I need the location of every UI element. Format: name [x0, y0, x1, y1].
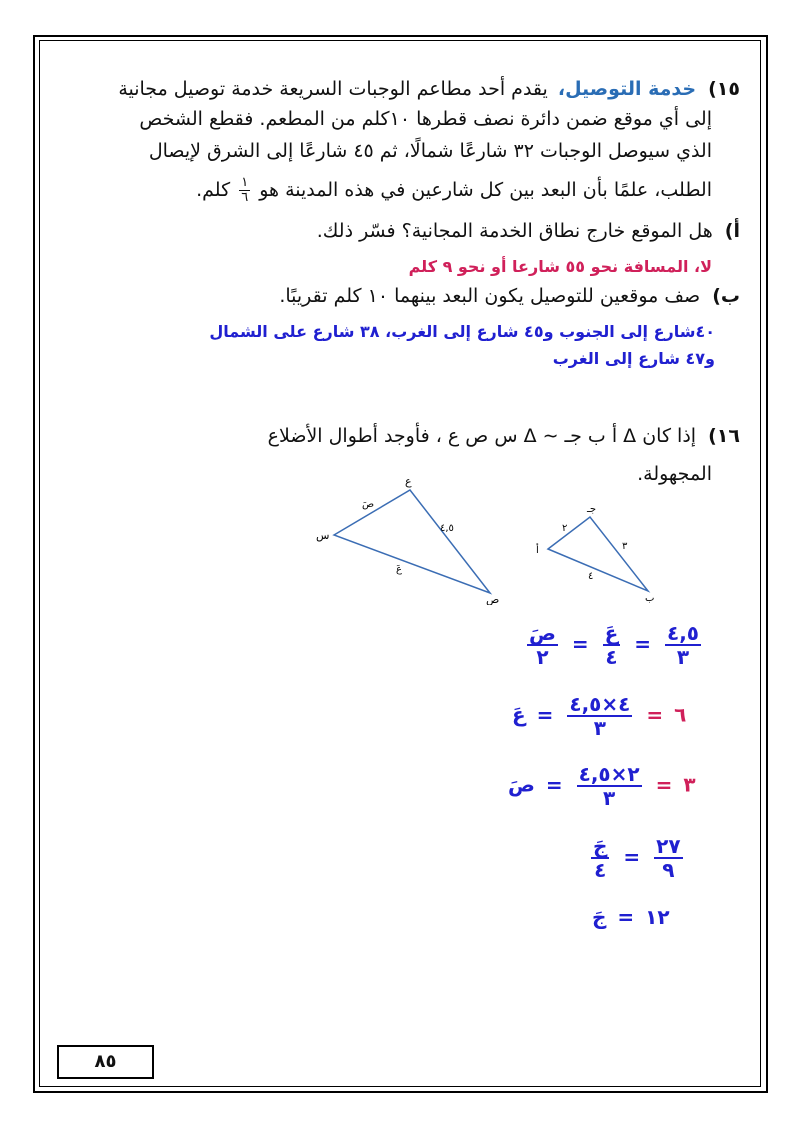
part-b-label: ب): [712, 285, 740, 307]
triangle-xyz: [334, 490, 490, 593]
eq1-frac1-num: صَ: [529, 621, 556, 645]
part-b-question-line: [279, 285, 740, 307]
eq2-result: ٦: [674, 702, 687, 727]
eq3-lhs: صَ: [508, 772, 535, 797]
eq5-result: ١٢: [645, 905, 670, 929]
equals-sign: =: [536, 702, 554, 727]
equation-solve-p: [508, 763, 696, 809]
eq4-frac2-den: ٩: [662, 858, 675, 882]
part-a-question-line: [317, 220, 740, 242]
eq2-num: ٤×٤,٥: [569, 692, 631, 716]
eq3-den: ٣: [603, 786, 616, 810]
eq5-lhs: جَ: [592, 905, 607, 929]
equals-sign: =: [646, 702, 664, 727]
part-b-question: صف موقعين للتوصيل يكون البعد بينهما ١٠ كلم تقريبًا.: [279, 285, 701, 307]
eq1-frac2-den: ٤: [605, 645, 618, 669]
eq3-num: ٢×٤,٥: [578, 762, 640, 786]
vertex-s-label: س: [316, 529, 330, 542]
eq1-frac2-num: عَ: [604, 621, 619, 645]
side-2-label: ٢: [562, 523, 568, 534]
equation-solve-a: [512, 693, 686, 739]
part-a-answer: لا، المسافة نحو ٥٥ شارعا أو نحو ٩ كلم: [408, 257, 712, 276]
equation-proportion: [524, 622, 704, 668]
part-a-label: أ): [724, 220, 740, 242]
equation-result-j: [592, 905, 670, 929]
vertex-jeem-label: جـ: [587, 504, 597, 515]
problem-15-text-4: الطلب، علمًا بأن البعد بين كل شارعين في هذه المدينة هو: [259, 179, 712, 201]
problem-15-number: ١٥): [708, 78, 740, 100]
part-a-question: هل الموقع خارج نطاق الخدمة المجانية؟ فسّر ذلك.: [316, 220, 713, 242]
equals-sign: =: [623, 844, 641, 869]
side-3-label: ٣: [622, 541, 628, 552]
page-number: ٨٥: [57, 1045, 154, 1079]
side-45-label: ٤,٥: [440, 523, 454, 534]
equals-sign: =: [545, 772, 563, 797]
eq3-result: ٣: [683, 772, 696, 797]
vertex-beh-label: ب: [645, 593, 655, 604]
eq1-frac3-den: ٣: [676, 645, 690, 669]
fraction-numerator: ١: [241, 175, 249, 190]
side-ap-label: عَ: [396, 564, 402, 575]
equals-sign: =: [655, 772, 673, 797]
unit-km: كلم.: [196, 179, 231, 201]
problem-16-text-2: المجهولة.: [637, 463, 712, 485]
eq1-frac3-num: ٤,٥: [666, 621, 699, 645]
eq2-lhs: عَ: [512, 702, 526, 727]
eq4-frac1-den: ٤: [594, 858, 607, 882]
eq1-frac1-den: ٢: [536, 645, 549, 669]
part-b-answer-1: ٤٠شارع إلى الجنوب و٤٥ شارع إلى الغرب، ٣٨ شارع على الشمال: [209, 322, 715, 341]
problem-15-text-2: إلى أي موقع ضمن دائرة نصف قطرها ١٠كلم من المطعم. فقطع الشخص: [139, 108, 712, 130]
equation-proportion-j: [588, 835, 686, 881]
problem-16-line-1: [268, 425, 740, 447]
similar-triangles-figure: [300, 475, 680, 605]
problem-15-line-1: [118, 78, 740, 100]
street-distance-fraction: [239, 176, 250, 205]
equals-sign: =: [634, 631, 652, 656]
problem-15-text-1: يقدم أحد مطاعم الوجبات السريعة خدمة توصيل مجانية: [118, 78, 548, 100]
part-b-answer-2: و٤٧ شارع إلى الغرب: [552, 349, 715, 368]
eq4-frac2-num: ٢٧: [656, 834, 681, 858]
problem-16-text-1: إذا كان Δ أ ب جـ ∽ Δ س ص ع ، فأوجد أطوال الأضلاع: [267, 425, 697, 447]
vertex-alef-label: أ: [536, 545, 539, 556]
eq2-den: ٣: [593, 716, 606, 740]
side-4-label: ٤: [588, 571, 594, 582]
problem-16-number: ١٦): [708, 425, 740, 447]
problem-15-line-4: [196, 176, 712, 205]
vertex-p-label: ص: [486, 593, 500, 605]
vertex-a-label: ع: [405, 475, 412, 488]
equals-sign: =: [571, 631, 589, 656]
eq4-frac1-num: جَ: [593, 834, 608, 858]
fraction-denominator: ٦: [241, 190, 249, 205]
problem-15-title: خدمة التوصيل،: [557, 78, 697, 100]
equals-sign: =: [617, 905, 635, 929]
problem-15-text-3: الذي سيوصل الوجبات ٣٢ شارعًا شمالًا، ثم ٤٥ شارعًا إلى الشرق لإيصال: [148, 140, 712, 162]
side-sp-label: صَ: [362, 499, 375, 510]
